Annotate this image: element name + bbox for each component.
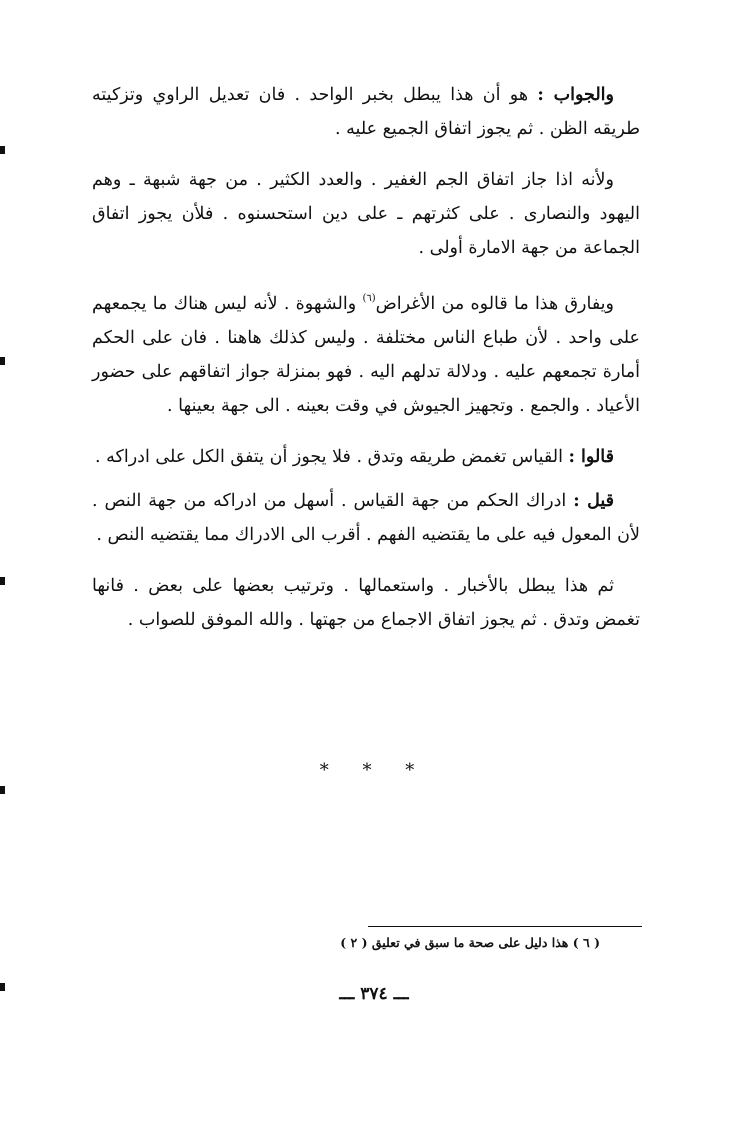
margin-mark [0, 146, 5, 154]
paragraph-reply [92, 484, 640, 552]
page-number: ـــ ٣٧٤ ـــ [339, 984, 409, 1004]
footnote: ( ٦ ) هذا دليل على صحة ما سبق في تعليق ( ٢ ) [340, 935, 600, 950]
paragraph-text: والشهوة . لأنه ليس هناك ما يجمعهم على واحد . لأن طباع الناس مختلفة . وليس كذلك هاهنا . فان على الحكم أمارة تجمعهم عليه . ودلالة تدلهم اليه . فهو بمنزلة جواز اتفاقهم على حضور الأعياد . والجمع . وتجهيز الجيوش في وقت بعينه . الى جهة بعينها . [92, 294, 640, 416]
objection-heading: قالوا : [568, 447, 614, 467]
paragraph-text: القياس تغمض طريقه وتدق . فلا يجوز أن يتفق الكل على ادراكه . [95, 447, 569, 467]
footnote-reference[interactable]: (٦) [362, 293, 376, 304]
margin-mark [0, 786, 5, 794]
section-separator: * * * [319, 760, 429, 781]
footnote-divider [368, 926, 642, 927]
paragraph-answer [92, 78, 640, 146]
paragraph-objection [92, 440, 640, 474]
margin-mark [0, 983, 5, 991]
main-text [92, 78, 640, 654]
paragraph [92, 163, 640, 265]
margin-mark [0, 357, 5, 365]
reply-heading: قيل : [573, 491, 614, 511]
paragraph-text: ويفارق هذا ما قالوه من الأغراض [375, 294, 615, 314]
answer-heading: والجواب : [537, 85, 614, 105]
paragraph-text: ولأنه اذا جاز اتفاق الجم الغفير . والعدد الكثير . من جهة شبهة ـ وهم اليهود والنصارى . على كثرتهم ـ على دين استحسنوه . فلأن يجوز اتفاق الجماعة من جهة الامارة أولى . [92, 170, 640, 258]
paragraph [92, 569, 640, 637]
paragraph-text: ثم هذا يبطل بالأخبار . واستعمالها . وترتيب بعضها على بعض . فانها تغمض وتدق . ثم يجوز اتفاق الاجماع من جهتها . والله الموفق للصواب . [92, 576, 640, 630]
paragraph-text: هو أن هذا يبطل بخبر الواحد . فان تعديل الراوي وتزكيته طريقه الظن . ثم يجوز اتفاق الجميع عليه . [92, 85, 640, 139]
margin-mark [0, 577, 5, 585]
paragraph [92, 282, 640, 423]
paragraph-text: ادراك الحكم من جهة القياس . أسهل من ادراكه من جهة النص . لأن المعول فيه على ما يقتضيه الفهم . أقرب الى الادراك مما يقتضيه النص . [92, 491, 640, 545]
